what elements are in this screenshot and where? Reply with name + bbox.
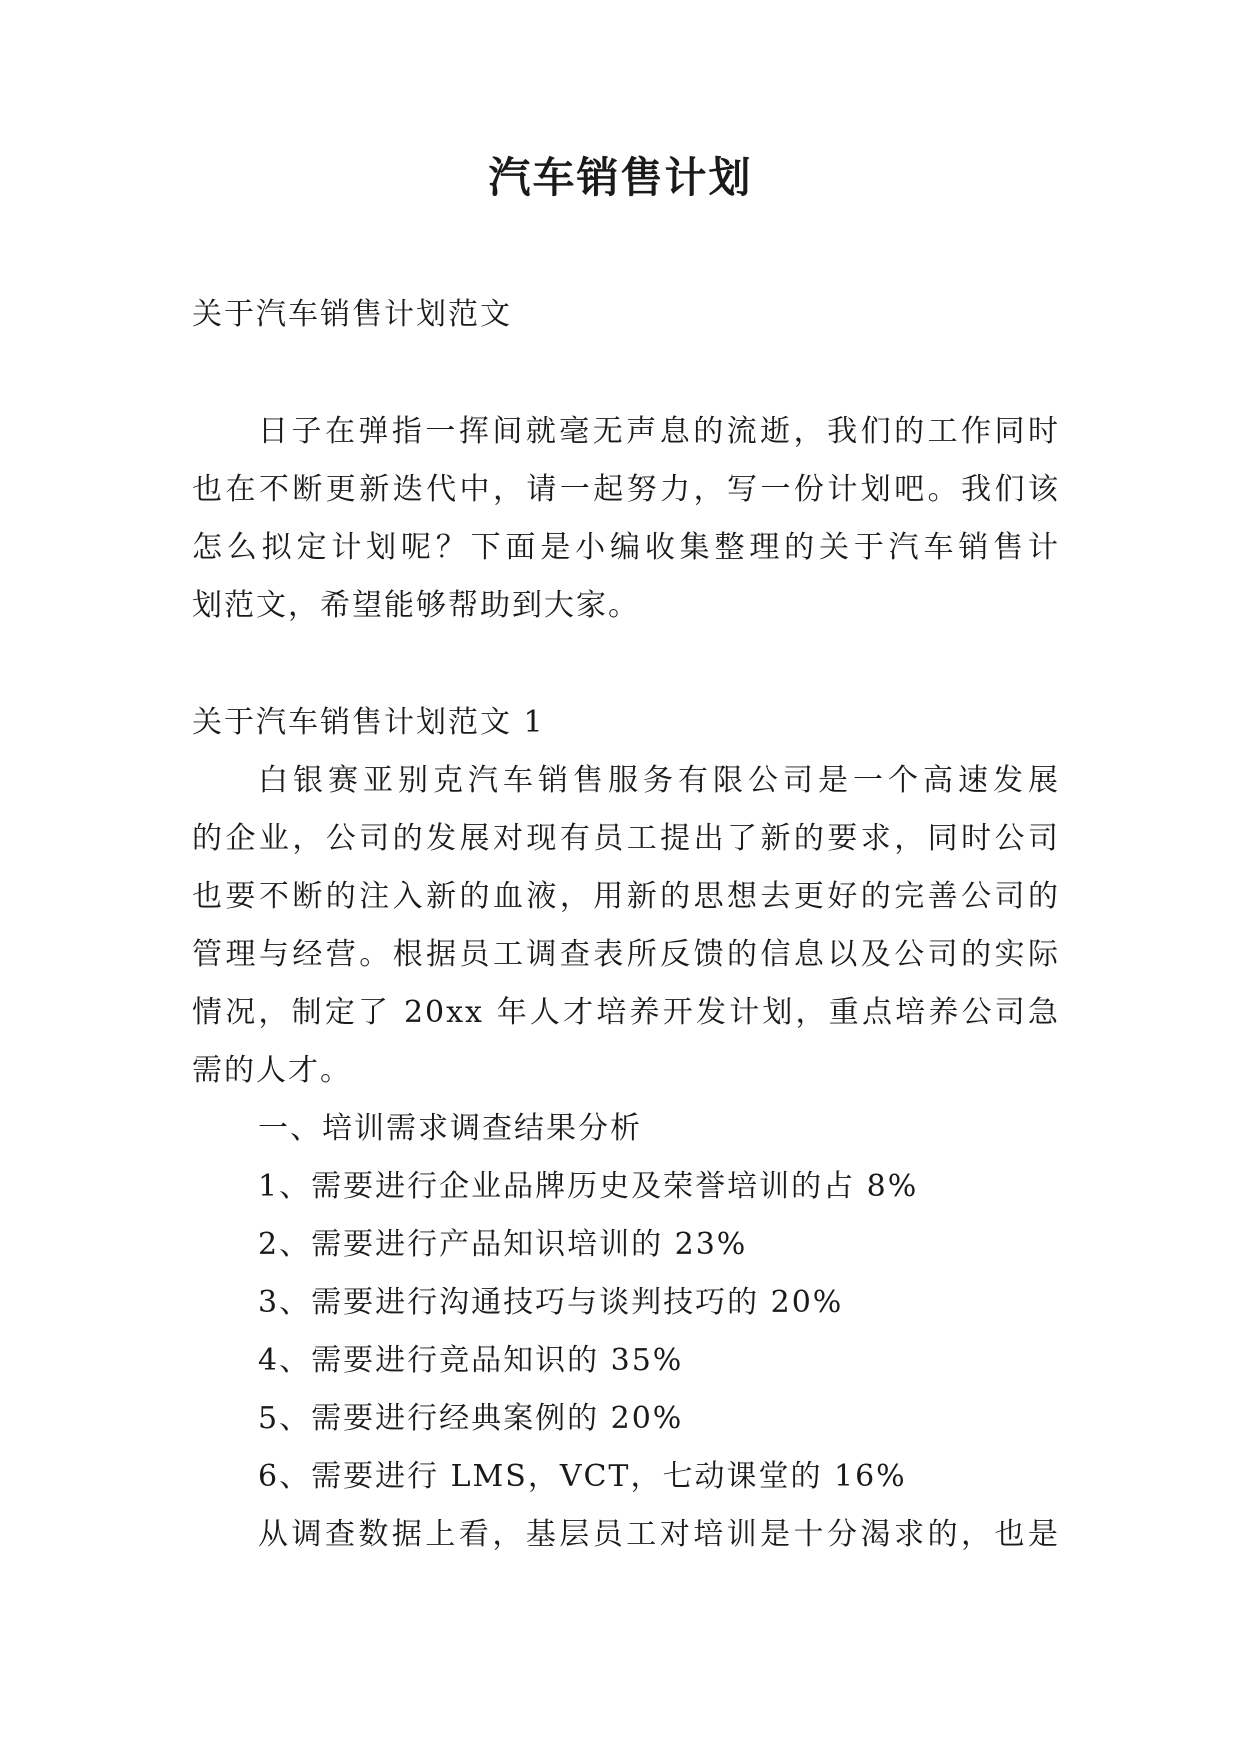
- intro-line: 划范文，希望能够帮助到大家。: [192, 588, 640, 623]
- survey-item: 1、需要进行企业品牌历史及荣誉培训的占 8%: [258, 1169, 919, 1204]
- survey-item: 2、需要进行产品知识培训的 23%: [258, 1227, 748, 1262]
- spacer: [192, 344, 1060, 403]
- section-paragraph-line: 管理与经营。根据员工调查表所反馈的信息以及公司的实际: [192, 937, 1060, 972]
- document-subtitle: 关于汽车销售计划范文: [192, 297, 512, 332]
- document-body: [192, 286, 1060, 1564]
- closing-line: 从调查数据上看，基层员工对培训是十分渴求的，也是: [258, 1517, 1060, 1552]
- intro-line: 怎么拟定计划呢？下面是小编收集整理的关于汽车销售计: [192, 530, 1060, 565]
- spacer: [192, 635, 1060, 694]
- section-heading: 关于汽车销售计划范文 1: [192, 705, 545, 740]
- section-paragraph-line: 情况，制定了 20xx 年人才培养开发计划，重点培养公司急: [192, 995, 1060, 1030]
- survey-item: 5、需要进行经典案例的 20%: [258, 1401, 684, 1436]
- intro-line: 也在不断更新迭代中，请一起努力，写一份计划吧。我们该: [192, 472, 1060, 507]
- survey-item: 4、需要进行竞品知识的 35%: [258, 1343, 684, 1378]
- analysis-heading: 一、培训需求调查结果分析: [258, 1111, 642, 1146]
- section-paragraph-line: 的企业，公司的发展对现有员工提出了新的要求，同时公司: [192, 821, 1060, 856]
- survey-item: 6、需要进行 LMS，VCT，七动课堂的 16%: [258, 1459, 907, 1494]
- section-paragraph-line: 也要不断的注入新的血液，用新的思想去更好的完善公司的: [192, 879, 1060, 914]
- document-title: 汽车销售计划: [488, 153, 753, 202]
- intro-line: 日子在弹指一挥间就毫无声息的流逝，我们的工作同时: [258, 414, 1060, 449]
- section-paragraph-line: 白银赛亚别克汽车销售服务有限公司是一个高速发展: [258, 763, 1060, 798]
- survey-item: 3、需要进行沟通技巧与谈判技巧的 20%: [258, 1285, 844, 1320]
- section-paragraph-line: 需的人才。: [192, 1053, 352, 1088]
